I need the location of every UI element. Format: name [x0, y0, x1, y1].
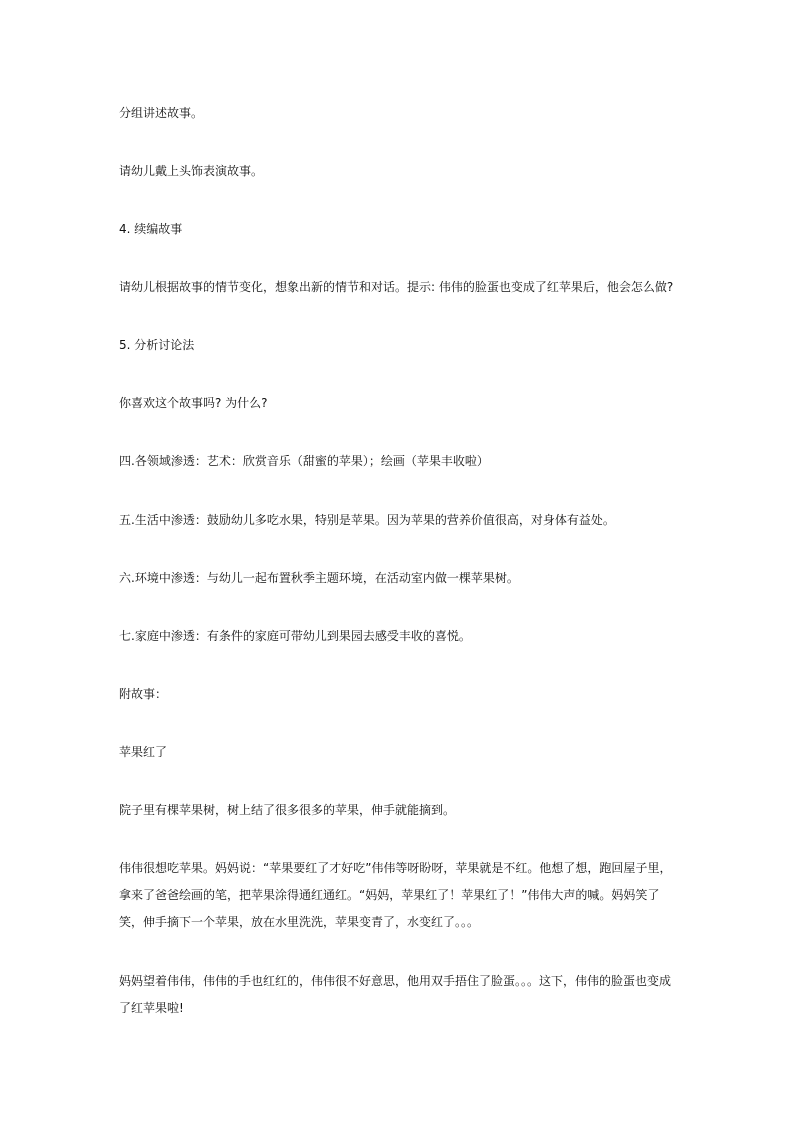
heading-appendix-story: 附故事：	[119, 687, 168, 701]
story-paragraph-red-face: 妈妈望着伟伟，伟伟的手也红红的，伟伟很不好意思，他用双手捂住了脸蛋。。。这下，伟伟的脸蛋也变成了红苹果啦!	[119, 974, 672, 1015]
heading-discussion-method: 5. 分析讨论法	[119, 338, 195, 352]
story-paragraph-apple-tree: 院子里有棵苹果树，树上结了很多很多的苹果，伸手就能摘到。	[119, 803, 456, 817]
paragraph-group-telling: 分组讲述故事。	[119, 106, 204, 120]
paragraph-continue-story-prompt: 请幼儿根据故事的情节变化，想象出新的情节和对话。提示: 伟伟的脸蛋也变成了红苹果后，他会怎么做?	[119, 280, 674, 294]
paragraph-headdress-performance: 请幼儿戴上头饰表演故事。	[119, 164, 264, 178]
story-paragraph-red-apples: 伟伟很想吃苹果。妈妈说：“苹果要红了才好吃”伟伟等呀盼呀，苹果就是不红。他想了想，跑回屋子里，拿来了爸爸绘画的笔，把苹果涂得通红通红。“妈妈，苹果红了！苹果红了！”伟伟大声的喊。妈妈笑了笑，伸手摘下一个苹果，放在水里洗洗，苹果变青了，水变红了。。。	[119, 861, 672, 929]
paragraph-domain-integration: 四.各领域渗透：艺术：欣赏音乐（甜蜜的苹果）；绘画（苹果丰收啦）	[119, 454, 489, 468]
paragraph-discussion-question: 你喜欢这个故事吗? 为什么?	[119, 396, 268, 410]
paragraph-environment-integration: 六.环境中渗透：与幼儿一起布置秋季主题环境，在活动室内做一棵苹果树。	[119, 571, 519, 585]
heading-continue-story: 4. 续编故事	[119, 222, 183, 236]
story-title: 苹果红了	[119, 745, 168, 759]
paragraph-family-integration: 七.家庭中渗透：有条件的家庭可带幼儿到果园去感受丰收的喜悦。	[119, 629, 471, 643]
paragraph-life-integration: 五.生活中渗透：鼓励幼儿多吃水果，特别是苹果。因为苹果的营养价值很高，对身体有益处。	[119, 513, 615, 527]
